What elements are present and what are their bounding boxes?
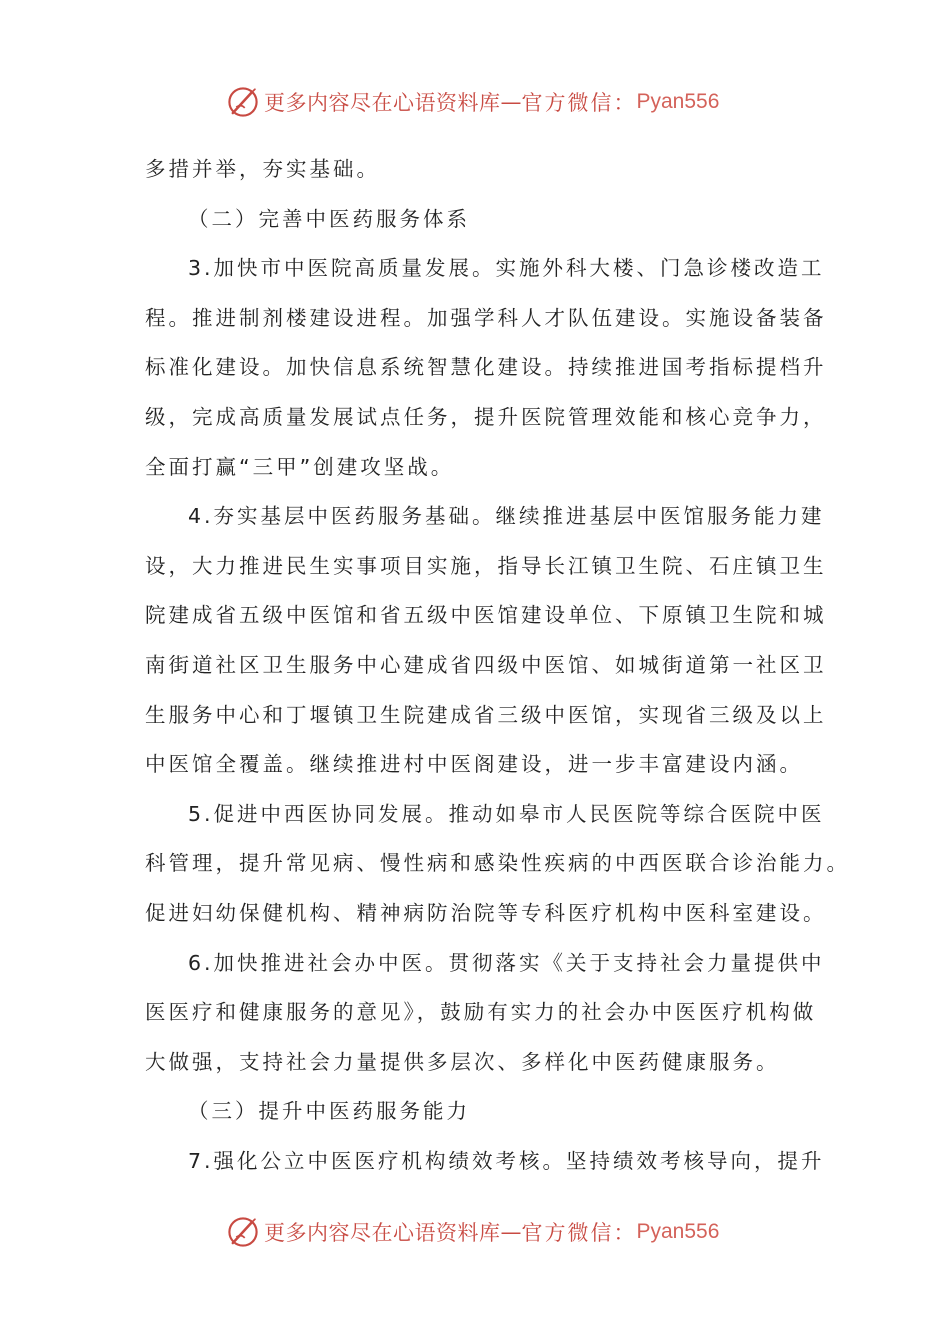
text-line: 标准化建设。加快信息系统智慧化建设。持续推进国考指标提档升 <box>145 355 827 380</box>
watermark-contact-label: 官方微信： <box>521 1221 637 1245</box>
document-body <box>145 145 850 1186</box>
watermark-dash: — <box>500 1220 522 1244</box>
watermark-brand: 更多内容尽在心语资料库 <box>264 91 501 115</box>
header-watermark <box>0 76 950 126</box>
paragraph-start: 6.加快推进社会办中医。贯彻落实《关于支持社会力量提供中 <box>188 950 825 975</box>
paragraph-start: 7.强化公立中医医疗机构绩效考核。坚持绩效考核导向，提升 <box>188 1148 825 1173</box>
text-line: 促进妇幼保健机构、精神病防治院等专科医疗机构中医科室建设。 <box>145 900 827 925</box>
text-line: 级，完成高质量发展试点任务，提升医院管理效能和核心竞争力， <box>145 404 827 429</box>
text-line: 中医馆全覆盖。继续推进村中医阁建设，进一步丰富建设内涵。 <box>145 752 803 777</box>
footer-watermark <box>0 1206 950 1256</box>
watermark-wechat-id: Pyan556 <box>636 90 720 113</box>
paragraph-start: 5.促进中西医协同发展。推动如皋市人民医院等综合医院中医 <box>188 801 825 826</box>
text-line: 科管理，提升常见病、慢性病和感染性疾病的中西医联合诊治能力。 <box>145 851 850 876</box>
text-line: 设，大力推进民生实事项目实施，指导长江镇卫生院、石庄镇卫生 <box>145 553 827 578</box>
watermark-contact-label: 官方微信： <box>521 91 637 115</box>
watermark-inner <box>226 82 719 122</box>
text-line: 多措并举，夯实基础。 <box>145 157 380 181</box>
text-line: 大做强，支持社会力量提供多层次、多样化中医药健康服务。 <box>145 1049 780 1074</box>
text-line: 医医疗和健康服务的意见》，鼓励有实力的社会办中医医疗机构做 <box>145 1000 817 1025</box>
watermark-wechat-id: Pyan556 <box>636 1220 720 1243</box>
text-line: 全面打赢“三甲”创建攻坚战。 <box>145 454 455 479</box>
pen-logo-icon <box>226 85 260 119</box>
section-heading: （二）完善中医药服务体系 <box>188 206 470 231</box>
paragraph-start: 3.加快市中医院高质量发展。实施外科大楼、门急诊楼改造工 <box>188 256 825 281</box>
text-line: 程。推进制剂楼建设进程。加强学科人才队伍建设。实施设备装备 <box>145 305 827 330</box>
watermark-inner <box>226 1212 719 1252</box>
paragraph-start: 4.夯实基层中医药服务基础。继续推进基层中医馆服务能力建 <box>188 504 825 529</box>
text-line: 院建成省五级中医馆和省五级中医馆建设单位、下原镇卫生院和城 <box>145 603 827 628</box>
watermark-dash: — <box>500 90 522 114</box>
section-heading: （三）提升中医药服务能力 <box>188 1099 470 1124</box>
pen-logo-icon <box>226 1215 260 1249</box>
text-line: 南街道社区卫生服务中心建成省四级中医馆、如城街道第一社区卫 <box>145 652 827 677</box>
watermark-brand: 更多内容尽在心语资料库 <box>264 1221 501 1245</box>
text-line: 生服务中心和丁堰镇卫生院建成省三级中医馆，实现省三级及以上 <box>145 702 827 727</box>
